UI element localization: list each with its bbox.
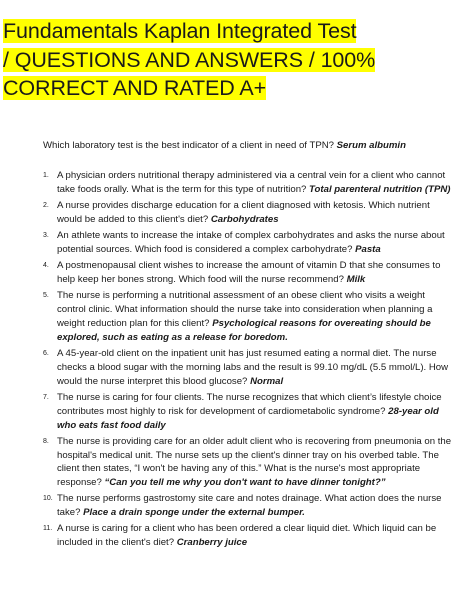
title-line-1: Fundamentals Kaplan Integrated Test <box>3 19 357 43</box>
intro-answer: Serum albumin <box>336 140 406 151</box>
title-line-3: CORRECT AND RATED A+ <box>3 76 267 100</box>
title-line-2: / QUESTIONS AND ANSWERS / 100% <box>3 47 376 72</box>
question-number: 10. <box>43 495 53 503</box>
question-number: 5. <box>43 292 49 299</box>
question-item-10 <box>43 492 453 520</box>
question-answer: Pasta <box>355 243 381 255</box>
question-answer: Total parenteral nutrition (TPN) <box>309 183 451 195</box>
question-item-3 <box>43 229 453 257</box>
question-text: The nurse is providing care for an older adult client who is recovering from pneumonia on the hospital's medical unit. The nurse sets up the client's dinner tray on his overbed table. The client then states, “I won't be having any of this.” What is the nurse's most appropriate response? <box>57 435 452 489</box>
question-item-5 <box>43 289 453 345</box>
question-item-6 <box>43 347 453 389</box>
question-item-2 <box>43 199 453 227</box>
question-item-7 <box>43 391 453 433</box>
question-answer: Cranberry juice <box>176 537 248 549</box>
question-text: A nurse provides discharge education for a client diagnosed with ketosis. Which nutrient would be added to this client's diet? <box>57 200 430 225</box>
intro-question <box>43 139 448 153</box>
question-number: 4. <box>43 262 49 269</box>
question-number: 6. <box>43 349 49 357</box>
question-answer: Normal <box>250 375 284 387</box>
question-number: 1. <box>43 172 49 179</box>
question-number: 2. <box>43 202 49 209</box>
question-list <box>43 169 453 552</box>
question-number: 7. <box>43 393 49 401</box>
question-number: 11. <box>43 525 53 533</box>
question-number: 8. <box>43 437 49 445</box>
question-text: The nurse is caring for four clients. The nurse recognizes that which client’s lifestyle choice contributes most highly to risk for development of cardiometabolic syndrome? <box>57 391 442 417</box>
question-text: A physician orders nutritional therapy administered via a central vein for a client who cannot take foods orally. What is the term for this type of nutrition? <box>57 170 446 195</box>
question-item-11 <box>43 522 453 550</box>
question-item-1 <box>43 169 453 197</box>
question-text: A postmenopausal client wishes to increase the amount of vitamin D that she consumes to help keep her bones strong. Which food will the nurse recommend? <box>57 260 441 285</box>
question-answer: Place a drain sponge under the external bumper. <box>83 507 305 519</box>
question-text: A nurse is caring for a client who has been ordered a clear liquid diet. Which liquid can be included in the client's diet? <box>57 523 437 549</box>
intro-question-text: Which laboratory test is the best indicator of a client in need of TPN? <box>43 140 334 151</box>
question-answer: 28-year old who eats fast food daily <box>57 405 439 431</box>
question-text: The nurse is performing a nutritional assessment of an obese client who visits a weight control clinic. What information should the nurse take into consideration when planning a weight reduction plan for this client? <box>57 290 433 329</box>
question-text: A 45-year-old client on the inpatient unit has just resumed eating a normal diet. The nurse checks a blood sugar with the morning labs and the result is 99.10 mg/dL (5.5 mmol/L). How would the nurse interpret this blood glucose? <box>57 347 449 387</box>
question-answer: “Can you tell me why you don't want to have dinner tonight?” <box>104 477 386 489</box>
document-title <box>3 17 469 103</box>
question-text: An athlete wants to increase the intake of complex carbohydrates and asks the nurse about potential sources. Which food is considered a complex carbohydrate? <box>57 230 445 255</box>
question-answer: Psychological reasons for overeating should be explored, such as eating as a release for boredom. <box>57 317 431 343</box>
question-answer: Milk <box>346 273 366 285</box>
question-answer: Carbohydrates <box>210 213 279 225</box>
question-item-8 <box>43 435 453 491</box>
question-item-4 <box>43 259 453 287</box>
question-text: The nurse performs gastrostomy site care and notes drainage. What action does the nurse take? <box>57 493 442 519</box>
question-number: 3. <box>43 232 49 239</box>
